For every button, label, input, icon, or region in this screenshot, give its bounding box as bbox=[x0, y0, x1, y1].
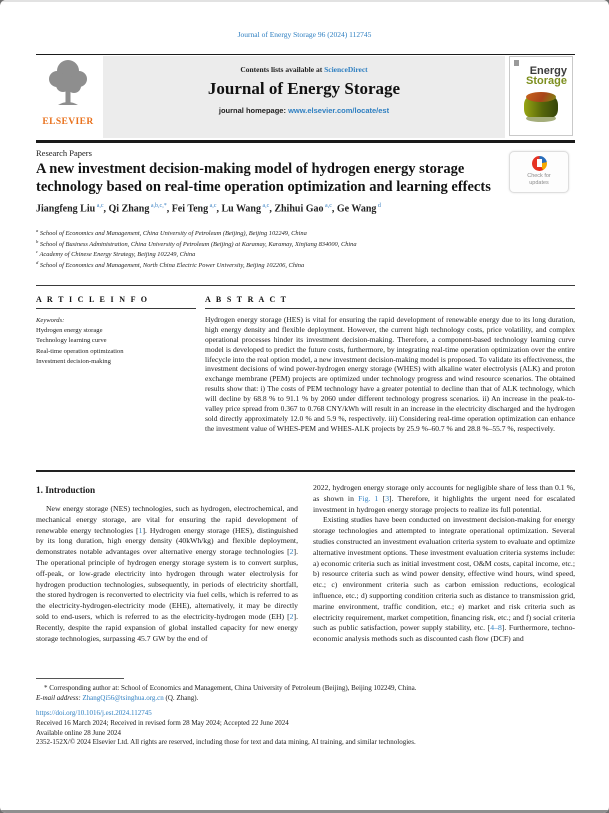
elsevier-tree-icon bbox=[46, 57, 90, 111]
affiliation-list bbox=[36, 228, 561, 271]
inline-link[interactable]: Fig. 1 bbox=[358, 493, 379, 503]
article-category: Research Papers bbox=[36, 148, 92, 158]
text-segment: a,b,c,* bbox=[149, 203, 167, 209]
homepage-link[interactable]: www.elsevier.com/locate/est bbox=[288, 106, 390, 115]
text-segment: , Lu Wang bbox=[216, 203, 261, 215]
journal-title: Journal of Energy Storage bbox=[207, 79, 401, 98]
inline-link[interactable]: 4–8 bbox=[490, 623, 502, 633]
header-rule-bottom bbox=[36, 140, 575, 143]
elsevier-logo bbox=[36, 57, 100, 137]
text-segment: ]. Hydrogen energy storage (HES), distinguished by its long duration, high energy density (40kWh/kg) and flexible deployment, demonstrates notable advantages over alternative energy storage technologies [ bbox=[36, 525, 298, 557]
received-dates: Received 16 March 2024; Received in revised form 28 May 2024; Accepted 22 June 2024 bbox=[36, 718, 289, 727]
doi-link[interactable]: https://doi.org/10.1016/j.est.2024.112745 bbox=[36, 709, 152, 717]
section-heading-introduction: 1. Introduction bbox=[36, 485, 96, 495]
text-segment: d bbox=[376, 203, 381, 209]
abstract-text: Hydrogen energy storage (HES) is vital for ensuring the rapid development of renewable energy due to its long duration, high energy density and flexible deployment. However, the current high technology costs, price volatility, and complex operational processes hinder its investment decision-making. Therefore, a component-based technology learning curve model is developed to predict the future costs, furthermore, by integrating real-time operation optimization over the entire lifecycle into the real option model, a new investment decision-making model is proposed. To validate its effectiveness, the investment decisions of wind power-hydrogen energy storage (WHES) with alkaline water electrolysis (ALK) and proton exchange membrane (PEM) projects are optimized under technology progress and wind resource scenarios. The obtained results show that: i) The costs of PEM technology have a greater potential to decline than that of ALK technology, which will decline by 68.8 % to 91.1 % by 2060 under different technology progress scenarios. ii) An increase in the peak-to-valley price spread from 0.367 to 0.768 CNY/kWh will result in an increase in the electricity discharged and the hydrogen sold directly approximately 12.0 % and 5.9 %, respectively. iii) Considering real-time operation optimization can enhance the investment value of WHES-PEM and WHES-ALK projects by 25.9 %–60.7 % and 28.8 %–55.7 %, respectively. bbox=[205, 315, 575, 433]
email-suffix: (Q. Zhang). bbox=[163, 694, 199, 703]
journal-cover-thumbnail bbox=[509, 56, 573, 136]
affiliation-d bbox=[36, 260, 561, 271]
abstract-column bbox=[205, 295, 575, 434]
homepage-prefix: journal homepage: bbox=[218, 106, 289, 115]
article-title: A new investment decision-making model of hydrogen energy storage technology based on real-time operation optimization and learning effects bbox=[36, 161, 491, 195]
abstract-rule-bottom bbox=[36, 470, 575, 472]
text-segment: a,c bbox=[95, 203, 104, 209]
contents-prefix: Contents lists available at bbox=[240, 65, 325, 74]
affiliation-a bbox=[36, 228, 561, 239]
affiliation-text: School of Economics and Management, North China Electric Power University, Beijing 102206, China bbox=[38, 262, 305, 270]
inline-link[interactable]: 1 bbox=[138, 525, 143, 535]
text-segment: , Ge Wang bbox=[331, 203, 377, 215]
available-online: Available online 28 June 2024 bbox=[36, 728, 122, 737]
journal-banner bbox=[36, 56, 575, 138]
badge-line2: updates bbox=[529, 180, 549, 187]
intro-paragraph-2 bbox=[313, 483, 575, 515]
text-segment: Existing studies have been conducted on investment decision-making for energy storage technologies and attempted to integrate operational optimization. Several studies constructed an investment evaluation criteria system to evaluate and optimize alternative investment options. These investment evaluation criteria systems include: a) economic criteria such as initial investment cost, O&M costs, capital income, etc.; b) resource criteria such as wind power density, effective wind hours, wind speed, etc.; c) environment criteria such as carbon emission reductions, ecological influence, etc.; d) supporting condition criteria such as distance to transmission grid, marine environment, traffic condition, etc.; e) market and risk criteria such as electricity requirement, market competition, financing risk, etc.; and f) social criteria such as public satisfaction, power supply stability, etc. [ bbox=[313, 515, 575, 633]
contents-line bbox=[103, 65, 505, 74]
check-updates-badge[interactable] bbox=[509, 151, 569, 193]
text-segment: , Qi Zhang bbox=[103, 203, 150, 215]
text-segment: [ bbox=[378, 493, 386, 503]
text-segment: ]. The operational principle of hydrogen energy storage system is to convert surplus, off-peak, or low-grade electricity into hydrogen through water electrolysis for hydrogen production technologies, subsequently, in periods of electricity shortfall, the stored hydrogen is reconverted to electricity via fuel cells, which is referred to as the electricity-hydrogen-electricity mode (EHE), alternatively, it may be directly sold to end-users, which is referred to as the electricity-hydrogen mode (EH) [ bbox=[36, 547, 298, 621]
keyword-item: Hydrogen energy storage bbox=[36, 327, 103, 335]
keyword-item: Investment decision-making bbox=[36, 357, 111, 365]
banner-center bbox=[103, 56, 505, 138]
cover-battery-illustration bbox=[524, 92, 558, 122]
text-segment: ]. Recently, despite the rapid expansion of global installed capacity for new energy storage technologies, surpassing 45.7 GW by the end of bbox=[36, 611, 298, 643]
affiliation-c bbox=[36, 249, 561, 260]
email-line bbox=[36, 693, 575, 703]
cover-title-energy: Energy bbox=[529, 65, 567, 77]
text-segment: a,c bbox=[261, 203, 270, 209]
inline-link[interactable]: 2 bbox=[289, 611, 294, 621]
copyright-line: 2352-152X/© 2024 Elsevier Ltd. All rights are reserved, including those for text and data mining, AI training, and similar technologies. bbox=[36, 738, 416, 747]
cover-title-storage: Storage bbox=[526, 75, 567, 87]
text-segment: , Zhihui Gao bbox=[269, 203, 324, 215]
abstract-header: A B S T R A C T bbox=[205, 295, 288, 304]
journal-citation-link[interactable]: Journal of Energy Storage 96 (2024) 112745 bbox=[237, 30, 372, 39]
text-segment: Jiangfeng Liu bbox=[36, 203, 96, 215]
elsevier-wordmark: ELSEVIER bbox=[42, 117, 94, 127]
affiliation-b bbox=[36, 239, 561, 250]
email-label: E-mail address: bbox=[36, 694, 81, 703]
text-segment: , Fei Teng bbox=[166, 203, 209, 215]
cover-battery-top bbox=[526, 92, 556, 102]
footnote-text: Corresponding author at: School of Economics and Management, China University of Petroleum (Beijing), Beijing 102249, China. bbox=[47, 684, 417, 692]
affiliation-text: School of Economics and Management, China University of Petroleum (Beijing), Beijing 102249, China bbox=[38, 230, 307, 238]
text-segment: a,c bbox=[208, 203, 217, 209]
inline-link[interactable]: 3 bbox=[385, 493, 390, 503]
author-list bbox=[36, 203, 561, 214]
text-segment: ]. Therefore, it highlights the urgent need for escalated investment in hydrogen energy storage projects to realize its full potential. bbox=[313, 493, 575, 514]
homepage-line bbox=[103, 106, 505, 115]
keyword-item: Technology learning curve bbox=[36, 337, 107, 345]
affiliation-marker: d bbox=[36, 260, 39, 266]
inline-link[interactable]: 2 bbox=[289, 547, 294, 557]
intro-paragraph-3 bbox=[313, 515, 575, 645]
footer-block bbox=[36, 709, 575, 748]
header-rule-top bbox=[36, 54, 575, 55]
affiliation-text: School of Business Administration, China University of Petroleum (Beijing) at Karamay, Karamay, Xinjiang 834000, China bbox=[38, 240, 357, 248]
text-segment: ]. Furthermore, techno-economic analysis methods such as discounted cash flow (DCF) and bbox=[313, 623, 575, 644]
article-info-header: A R T I C L E I N F O bbox=[36, 295, 149, 304]
email-link[interactable]: ZhangQi56@tsinghua.org.cn bbox=[82, 694, 164, 703]
affiliation-marker: c bbox=[36, 249, 39, 255]
footnote-rule bbox=[36, 678, 124, 679]
abstract-header-rule bbox=[205, 308, 575, 309]
keywords-label: Keywords: bbox=[36, 317, 65, 324]
affiliation-marker: b bbox=[36, 238, 39, 244]
body-left-column bbox=[36, 504, 298, 644]
check-updates-label bbox=[510, 173, 568, 187]
keyword-item: Real-time operation optimization bbox=[36, 347, 124, 355]
badge-line1: Check for bbox=[527, 173, 551, 179]
affiliation-marker: a bbox=[36, 228, 39, 233]
page-top-edge bbox=[0, 0, 609, 2]
article-info-column bbox=[36, 295, 196, 367]
crossmark-icon bbox=[532, 156, 547, 171]
article-info-header-rule bbox=[36, 308, 196, 309]
keywords-block bbox=[36, 316, 196, 367]
article-info-rule-top bbox=[36, 285, 575, 286]
text-segment: New energy storage (NES) technologies, such as hydrogen, electrochemical, and mechanical energy storage, are vital for ensuring the rapid development of renewable energy technologies [ bbox=[36, 504, 298, 535]
footnote-star: * bbox=[44, 684, 48, 692]
affiliation-text: Academy of Chinese Energy Strategy, Beijing 102249, China bbox=[38, 251, 196, 259]
text-segment: 2022, hydrogen energy storage only accounts for negligible share of less than 0.1 %, as shown in bbox=[313, 483, 575, 503]
text-segment: a,c bbox=[323, 203, 332, 209]
body-right-column bbox=[313, 483, 575, 645]
corresponding-author-note bbox=[36, 683, 575, 693]
intro-paragraph-1 bbox=[36, 504, 298, 644]
footnote-block bbox=[36, 683, 575, 703]
sciencedirect-link[interactable]: ScienceDirect bbox=[324, 65, 368, 74]
